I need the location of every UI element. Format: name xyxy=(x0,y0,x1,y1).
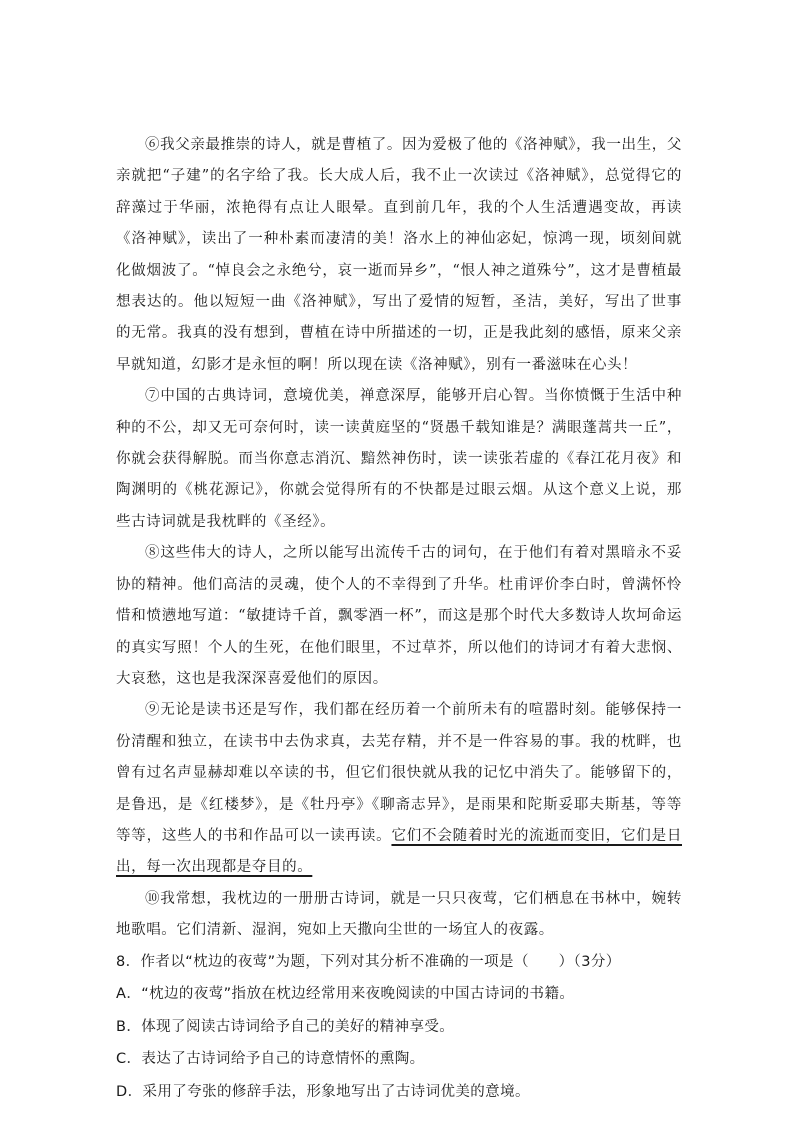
paragraph-9 xyxy=(116,695,682,883)
option-c: C．表达了古诗词给予自己的诗意情怀的熏陶。 xyxy=(116,1051,425,1068)
paragraph-10: ⑩我常想，我枕边的一册册古诗词，就是一只只夜莺，它们栖息在书林中，婉转地歌唱。它们清新、湿润，宛如上天撒向尘世的一场宜人的夜露。 xyxy=(116,890,682,939)
option-b: B．体现了阅读古诗词给予自己的美好的精神享受。 xyxy=(116,1018,455,1035)
question-8-stem: 8．作者以“枕边的夜莺”为题，下列对其分析不准确的一项是（ ）（3分） xyxy=(116,953,621,970)
paragraph-7: ⑦中国的古典诗词，意境优美，禅意深厚，能够开启心智。当你愤慨于生活中种种的不公，却又无可奈何时，读一读黄庭坚的“贤愚千载知谁是？满眼蓬蒿共一丘”，你就会获得解脱。而当你意志消沉、黯然神伤时，读一读张若虚的《春江花月夜》和陶渊明的《桃花源记》，你就会觉得所有的不快都是过眼云烟。从这个意义上说，那些古诗词就是我枕畔的《圣经》。 xyxy=(116,388,682,530)
paragraph-6: ⑥我父亲最推崇的诗人，就是曹植了。因为爱极了他的《洛神赋》，我一出生，父亲就把“子建”的名字给了我。长大成人后，我不止一次读过《洛神赋》，总觉得它的辞藻过于华丽，浓艳得有点让人眼晕。直到前几年，我的个人生活遭遇变故，再读《洛神赋》，读出了一种朴素而凄清的美！洛水上的神仙宓妃，惊鸿一现，顷刻间就化做烟波了。“悼良会之永绝兮，哀一逝而异乡”，“恨人神之道殊兮”，这才是曹植最想表达的。他以短短一曲《洛神赋》，写出了爱情的短暂，圣洁，美好，写出了世事的无常。我真的没有想到，曹植在诗中所描述的一切，正是我此刻的感悟，原来父亲早就知道，幻影才是永恒的啊！所以现在读《洛神赋》，别有一番滋味在心头！ xyxy=(116,137,682,373)
paragraph-9-underlined-sentence: 它们不会随着时光的流逝而变旧，它们是日出，每一次出现都是夺目的。 xyxy=(116,827,682,876)
option-d: D．采用了夸张的修辞手法，形象地写出了古诗词优美的意境。 xyxy=(116,1083,530,1100)
paragraph-9-text: ⑨无论是读书还是写作，我们都在经历着一个前所未有的喧嚣时刻。能够保持一份清醒和独立，在读书中去伪求真，去芜存精，并不是一件容易的事。我的枕畔，也曾有过名声显赫却难以卒读的书，但它们很快就从我的记忆中消失了。能够留下的，是鲁迅，是《红楼梦》，是《牡丹亭》《聊斋志异》，是雨果和陀斯妥耶夫斯基，等等等等，这些人的书和作品可以一读再读。 xyxy=(116,702,682,844)
option-a: A．“枕边的夜莺”指放在枕边经常用来夜晚阅读的中国古诗词的书籍。 xyxy=(116,985,575,1002)
paragraph-8: ⑧这些伟大的诗人，之所以能写出流传千古的词句，在于他们有着对黑暗永不妥协的精神。他们高洁的灵魂，使个人的不幸得到了升华。杜甫评价李白时，曾满怀怜惜和愤懑地写道：“敏捷诗千首，飘零酒一杯”，而这是那个时代大多数诗人坎坷命运的真实写照！个人的生死，在他们眼里，不过草芥，所以他们的诗词才有着大悲悯、大哀愁，这也是我深深喜爱他们的原因。 xyxy=(116,545,682,687)
document-page xyxy=(116,130,682,1108)
